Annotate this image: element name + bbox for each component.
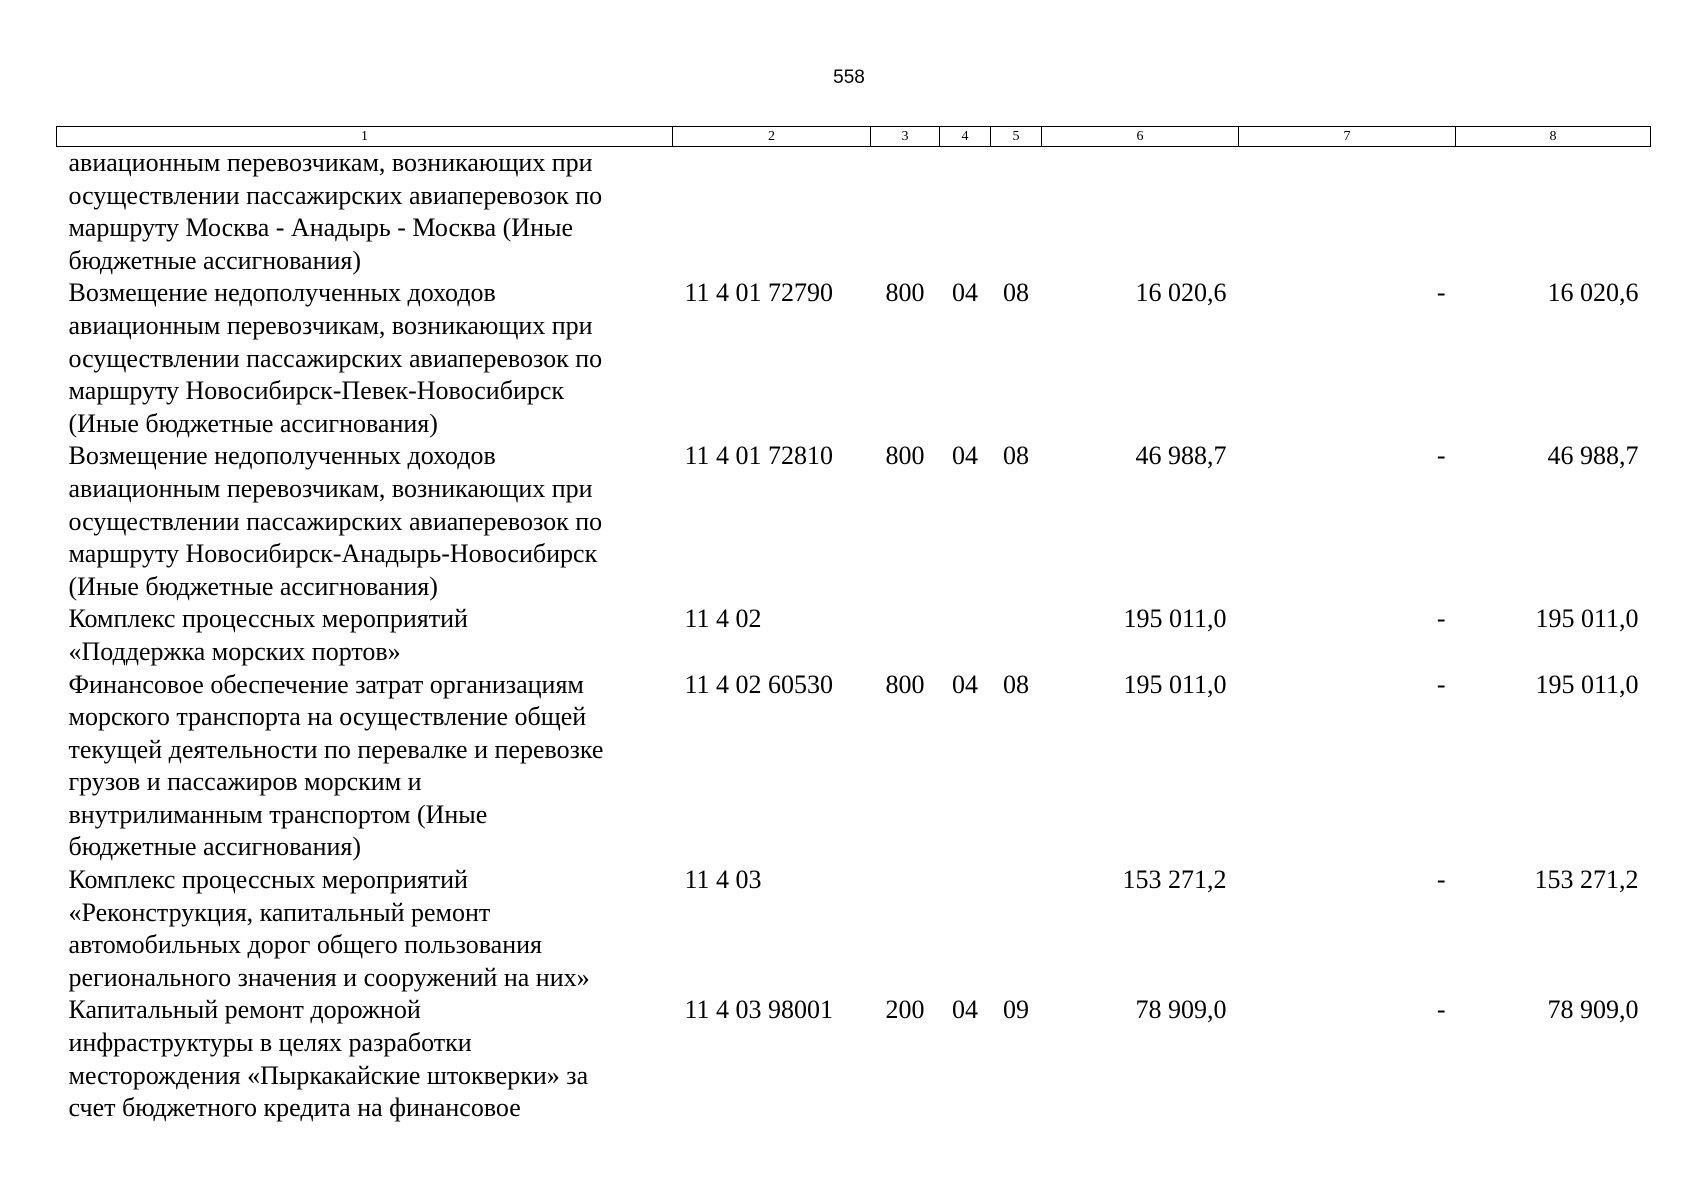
total-amount-cell: 195 011,0: [1535, 604, 1639, 634]
column-header-7: 7: [1239, 127, 1456, 147]
expense-name-line: «Поддержка морских портов»: [68, 636, 401, 666]
table-body: [57, 147, 1651, 1125]
expense-type-cell: 800: [885, 441, 925, 471]
target-article-code-cell: 11 4 03 98001: [684, 995, 834, 1025]
total-amount-cell: 16 020,6: [1547, 278, 1639, 308]
expense-name-line: «Реконструкция, капитальный ремонт: [68, 897, 491, 927]
expense-type-cell: [871, 147, 940, 278]
subsection-cell: 09: [1003, 995, 1029, 1025]
expense-name-line: авиационным перевозчикам, возникающих при: [68, 310, 593, 340]
table-row: [57, 603, 1651, 668]
expense-type-cell: 800: [885, 669, 925, 699]
expense-name-cell: [57, 277, 673, 440]
expense-name-cell: [57, 864, 673, 994]
expense-name-line: осуществлении пассажирских авиаперевозок по: [68, 180, 603, 210]
expense-type-cell: [871, 864, 940, 994]
expense-name-line: счет бюджетного кредита на финансовое: [68, 1093, 521, 1123]
table-row: [57, 277, 1651, 440]
subsection-cell: 08: [1003, 441, 1029, 471]
subsection-cell: [991, 864, 1042, 994]
expense-name-line: автомобильных дорог общего пользования: [68, 930, 542, 960]
table-row: [57, 440, 1651, 603]
expense-name-line: (Иные бюджетные ассигнования): [68, 571, 438, 601]
approved-amount-cell: 153 271,2: [1122, 865, 1227, 895]
expense-name-cell: [57, 147, 673, 278]
expense-name-line: авиационным перевозчикам, возникающих при: [68, 473, 593, 503]
approved-amount-cell: 195 011,0: [1123, 604, 1227, 634]
total-amount-cell: [1456, 147, 1651, 278]
column-header-1: 1: [57, 127, 673, 147]
target-article-code-cell: 11 4 02: [684, 604, 762, 634]
total-amount-cell: 78 909,0: [1547, 995, 1639, 1025]
total-amount-cell: 153 271,2: [1534, 865, 1639, 895]
subsection-cell: [991, 147, 1042, 278]
column-header-4: 4: [940, 127, 991, 147]
page-number: 558: [833, 67, 865, 88]
expense-name-cell: [57, 994, 673, 1124]
approved-amount-cell: 195 011,0: [1123, 669, 1227, 699]
section-cell: 04: [952, 995, 978, 1025]
section-cell: 04: [952, 278, 978, 308]
target-article-code-cell: 11 4 03: [684, 865, 762, 895]
approved-amount-cell: 46 988,7: [1135, 441, 1227, 471]
approved-amount-cell: 16 020,6: [1135, 278, 1227, 308]
section-cell: 04: [952, 441, 978, 471]
expense-name-line: Капитальный ремонт дорожной: [68, 995, 421, 1025]
expense-name-line: авиационным перевозчикам, возникающих при: [68, 148, 593, 177]
expense-name-line: маршруту Новосибирск-Певек-Новосибирск: [68, 376, 565, 406]
change-amount-cell: -: [1436, 995, 1446, 1025]
expense-name-line: осуществлении пассажирских авиаперевозок по: [68, 343, 603, 373]
expense-name-line: бюджетные ассигнования): [68, 832, 362, 862]
table-row: [57, 994, 1651, 1124]
expense-name-line: морского транспорта на осуществление общей: [68, 702, 587, 732]
expense-name-line: Комплекс процессных мероприятий: [68, 865, 468, 895]
section-cell: [940, 864, 991, 994]
section-cell: [940, 603, 991, 668]
column-header-2: 2: [673, 127, 871, 147]
change-amount-cell: -: [1436, 278, 1446, 308]
expense-name-line: текущей деятельности по перевалке и перевозке: [68, 734, 604, 764]
target-article-code-cell: 11 4 01 72790: [684, 278, 834, 308]
expense-name-line: маршруту Москва - Анадырь - Москва (Иные: [68, 213, 573, 243]
target-article-code-cell: [673, 147, 871, 278]
subsection-cell: 08: [1003, 278, 1029, 308]
section-cell: [940, 147, 991, 278]
change-amount-cell: -: [1436, 441, 1446, 471]
target-article-code-cell: 11 4 01 72810: [684, 441, 834, 471]
expense-name-line: бюджетные ассигнования): [68, 245, 362, 275]
expense-name-line: месторождения «Пыркакайские штокверки» за: [68, 1060, 589, 1090]
column-header-8: 8: [1456, 127, 1651, 147]
section-cell: 04: [952, 669, 978, 699]
expense-name-cell: [57, 603, 673, 668]
target-article-code-cell: 11 4 02 60530: [684, 669, 834, 699]
subsection-cell: 08: [1003, 669, 1029, 699]
expense-name-line: Возмещение недополученных доходов: [68, 278, 496, 308]
expense-type-cell: 200: [885, 995, 925, 1025]
expense-name-line: инфраструктуры в целях разработки: [68, 1028, 472, 1058]
subsection-cell: [991, 603, 1042, 668]
expense-name-cell: [57, 669, 673, 865]
change-amount-cell: -: [1436, 669, 1446, 699]
expense-name-line: Комплекс процессных мероприятий: [68, 604, 468, 634]
expense-name-line: маршруту Новосибирск-Анадырь-Новосибирск: [68, 539, 598, 569]
column-header-6: 6: [1042, 127, 1239, 147]
expense-type-cell: [871, 603, 940, 668]
expense-name-line: (Иные бюджетные ассигнования): [68, 408, 438, 438]
expense-name-line: Возмещение недополученных доходов: [68, 441, 496, 471]
change-amount-cell: -: [1436, 865, 1446, 895]
change-amount-cell: -: [1436, 604, 1446, 634]
expense-name-line: грузов и пассажиров морским и: [68, 767, 422, 797]
table-row: [57, 669, 1651, 865]
expense-type-cell: 800: [885, 278, 925, 308]
budget-table: [56, 126, 1651, 1125]
approved-amount-cell: 78 909,0: [1135, 995, 1227, 1025]
approved-amount-cell: [1042, 147, 1239, 278]
expense-name-line: регионального значения и сооружений на них»: [68, 962, 590, 992]
expense-name-line: Финансовое обеспечение затрат организациям: [68, 669, 584, 699]
total-amount-cell: 195 011,0: [1535, 669, 1639, 699]
column-header-3: 3: [871, 127, 940, 147]
expense-name-line: внутрилиманным транспортом (Иные: [68, 799, 488, 829]
expense-name-line: осуществлении пассажирских авиаперевозок по: [68, 506, 603, 536]
total-amount-cell: 46 988,7: [1547, 441, 1639, 471]
column-number-row: [57, 127, 1651, 147]
table-row: [57, 864, 1651, 994]
table-row: [57, 147, 1651, 278]
change-amount-cell: [1239, 147, 1456, 278]
column-header-5: 5: [991, 127, 1042, 147]
expense-name-cell: [57, 440, 673, 603]
